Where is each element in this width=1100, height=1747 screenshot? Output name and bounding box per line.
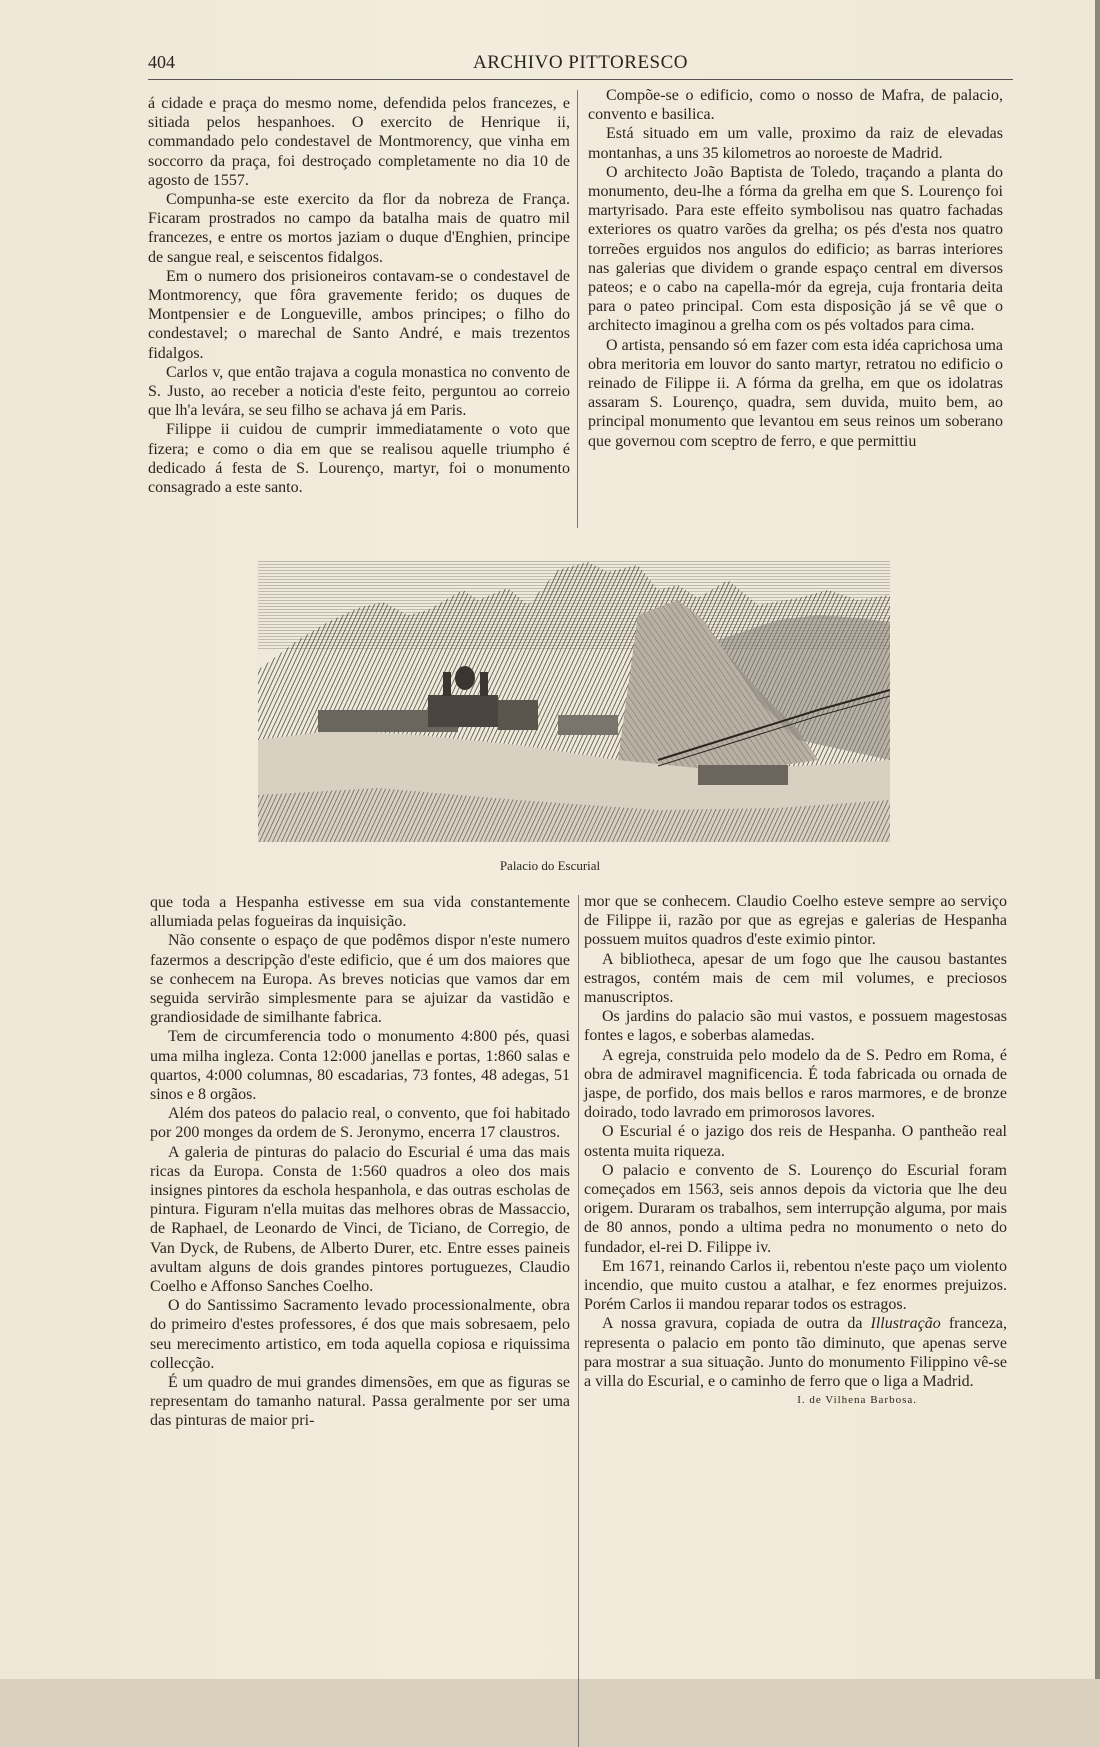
page-header xyxy=(148,52,1013,78)
column-2 xyxy=(588,86,1003,451)
paragraph: O palacio e convento de S. Lourenço do Escurial foram começados em 1563, seis annos depois da victoria que lhe deu origem. Duraram os trabalhos, sem interrupção alguma, por mais de 80 annos, pondo a ultima pedra no monumento o neto do fundador, el-rei D. Filippe iv. xyxy=(584,1161,1007,1256)
paragraph: O do Santissimo Sacramento levado processionalmente, obra do primeiro d'estes professores, é dos que mais sobresaem, pelo seu merecimento artistico, em toda aquella copiosa e riquissima collecção. xyxy=(150,1297,570,1372)
paragraph: A egreja, construida pelo modelo da de S. Pedro em Roma, é obra de admiravel magnificencia. É toda fabricada ou ornada de jaspe, de porfido, dos mais bellos e raros marmores, e de bronze doirado, todo lavrado em primorosos lavores. xyxy=(584,1046,1007,1122)
paragraph: A galeria de pinturas do palacio do Escurial é uma das mais ricas da Europa. Consta de 1:560 quadros a oleo dos mais insignes pintores da eschola hespanhola, e das outras escholas de pintura. Figuram n'ella muitas das melhores obras de Massaccio, de Raphael, de Leonardo de Vinci, de Ticiano, de Corregio, de Van Dyck, de Rubens, de Alberto Durer, etc. Entre esses paineis avultam alguns de dois grandes pintores portuguezes, Claudio Coelho e Affonso Sanches Coelho. xyxy=(150,1143,570,1296)
paragraph: mor que se conhecem. Claudio Coelho esteve sempre ao serviço de Filippe ii, razão por que as egrejas e galerias de Hespanha possuem muitos quadros d'este eximio pintor. xyxy=(584,893,1007,949)
page-edge xyxy=(1095,0,1100,1679)
header-rule xyxy=(148,79,1013,80)
paragraph: O architecto João Baptista de Toledo, traçando a planta do monumento, deu-lhe a fórma da grelha em que S. Lourenço foi martyrisado. Para este effeito symbolisou nas quatro fachadas exteriores os quatro varões da grelha; os pés d'esta nos quatro torreões erguidos nos angulos do edificio; as barras interiores nas galerias que dividem o grande espaço central em diversos pateos; e o cabo na capella-mór da egreja, cuja frontaria deita para o pateo principal. Com esta disposição já se vê que o architecto imaginou a grelha com os pés voltados para cima. xyxy=(588,163,1003,335)
text-run: A nossa gravura, copiada de outra da xyxy=(602,1315,871,1333)
column-divider xyxy=(578,895,579,1747)
paragraph: Além dos pateos do palacio real, o convento, que foi habitado por 200 monges da ordem de S. Jeronymo, encerra 17 claustros. xyxy=(150,1105,570,1142)
column-4 xyxy=(584,892,1007,1410)
paragraph: Carlos v, que então trajava a cogula monastica no convento de S. Justo, ao receber a noticia d'este feito, perguntou ao correio que lh'a levára, se seu filho se achava já em Paris. xyxy=(148,363,570,420)
paragraph xyxy=(584,1314,1007,1391)
running-title: ARCHIVO PITTORESCO xyxy=(472,52,689,73)
paragraph: O artista, pensando só em fazer com esta idéa caprichosa uma obra meritoria em louvor do santo martyr, retratou no edificio o reinado de Filippe ii. A fórma da grelha, em que os idolatras assaram S. Lourenço, quadra, sem duvida, muito bem, ao principal monumento que levantou em seus reinos um soberano que governou com sceptro de ferro, e que permittiu xyxy=(588,336,1003,450)
paragraph: Está situado em um valle, proximo da raiz de elevadas montanhas, a uns 35 kilometros ao noroeste de Madrid. xyxy=(588,125,1003,162)
paragraph: É um quadro de mui grandes dimensões, em que as figuras se representam do tamanho natural. Passa geralmente por ser uma das pinturas de maior pri- xyxy=(150,1374,570,1430)
figure-caption: Palacio do Escurial xyxy=(499,858,601,873)
paragraph: Os jardins do palacio são mui vastos, e possuem magestosas fontes e lagos, e soberbas alamedas. xyxy=(584,1008,1007,1045)
engraving-escorial xyxy=(258,560,890,842)
paragraph: A bibliotheca, apesar de um fogo que lhe causou bastantes estragos, contém mais de cem mil volumes, e preciosos manuscriptos. xyxy=(584,950,1007,1007)
paragraph: Tem de circumferencia todo o monumento 4:800 pés, quasi uma milha ingleza. Conta 12:000 janellas e portas, 1:860 salas e quartos, 4:000 columnas, 80 escadarias, 73 fontes, 48 adegas, 51 sinos e 8 orgãos. xyxy=(150,1028,570,1104)
page-number: 404 xyxy=(148,52,175,72)
paragraph: Filippe ii cuidou de cumprir immediatamente o voto que fizera; e como o dia em que se realisou aquelle triumpho é dedicado á festa de S. Lourenço, martyr, foi o monumento consagrado a este santo. xyxy=(148,421,570,497)
italic-title: Illustração xyxy=(870,1315,941,1333)
paragraph: Compunha-se este exercito da flor da nobreza de França. Ficaram prostrados no campo da batalha mais de quatro mil francezes, e entre os mortos jaziam o duque d'Enghien, principe de sangue real, e seiscentos fidalgos. xyxy=(148,191,570,266)
paragraph: Em 1671, reinando Carlos ii, rebentou n'este paço um violento incendio, que muito custou a atalhar, e fez enormes prejuizos. Porém Carlos ii mandou reparar todos os estragos. xyxy=(584,1257,1007,1314)
column-3 xyxy=(150,893,570,1431)
paragraph: O Escurial é o jazigo dos reis de Hespanha. O pantheão real ostenta muita riqueza. xyxy=(584,1123,1007,1160)
column-divider xyxy=(577,90,578,528)
column-1 xyxy=(148,94,570,497)
paragraph: Não consente o espaço de que podêmos dispor n'este numero fazermos a descripção d'este edificio, que é um dos maiores que se conhecem na Europa. As breves noticias que vamos dar em seguida servirão simplesmente para se ajuizar da vastidão e grandiosidade de similhante fabrica. xyxy=(150,932,570,1027)
paragraph: que toda a Hespanha estivesse em sua vida constantemente allumiada pelas fogueiras da inquisição. xyxy=(150,894,570,931)
paragraph: á cidade e praça do mesmo nome, defendida pelos francezes, e sitiada pelos hespanhoes. O exercito de Henrique ii, commandado pelo condestavel de Montmorency, que vinha em soccorro da praça, foi destroçado completamente no dia 10 de agosto de 1557. xyxy=(148,95,570,189)
text-run: franceza, representa o palacio em ponto tão diminuto, que apenas serve para mostrar a sua situação. Junto do monumento Filippino vê-se a villa do Escurial, e o caminho de ferro que o liga a Madrid. xyxy=(584,1315,1007,1391)
paragraph: Compõe-se o edificio, como o nosso de Mafra, de palacio, convento e basilica. xyxy=(588,87,1003,124)
paragraph: Em o numero dos prisioneiros contavam-se o condestavel de Montmorency, que fôra gravemente ferido; os duques de Montpensier e de Longueville, ambos principes; o filho do condestavel; o marechal de Santo André, e mais trezentos fidalgos. xyxy=(148,267,570,362)
author-signature: I. de Vilhena Barbosa. xyxy=(797,1394,917,1407)
